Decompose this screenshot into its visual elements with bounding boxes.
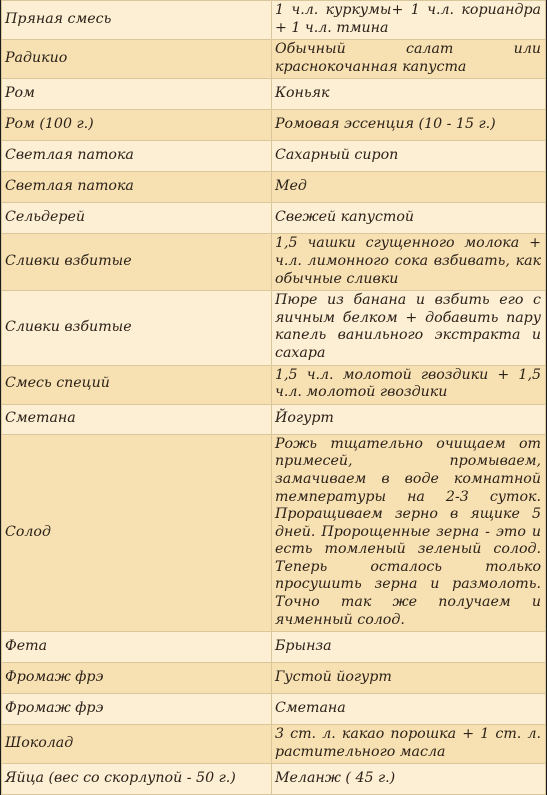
ingredient-cell: Фромаж фрэ [2, 663, 272, 694]
table-row [2, 110, 546, 141]
ingredient-cell: Пряная смесь [2, 1, 272, 40]
ingredient-cell: Сметана [2, 404, 272, 434]
substitute-cell: Сметана [272, 694, 546, 725]
table-row [2, 172, 546, 203]
substitution-table [1, 0, 546, 795]
ingredient-cell: Фромаж фрэ [2, 694, 272, 725]
substitute-cell: 3 ст. л. какао порошка + 1 ст. л. растительного масла [272, 725, 546, 764]
ingredient-cell: Шоколад [2, 725, 272, 764]
substitute-cell: Густой йогурт [272, 663, 546, 694]
table-row [2, 632, 546, 663]
substitute-cell: Мед [272, 172, 546, 203]
substitute-cell: Сахарный сироп [272, 141, 546, 172]
substitute-cell: Меланж ( 45 г.) [272, 764, 546, 795]
ingredient-cell: Яйца (вес со скорлупой - 50 г.) [2, 764, 272, 795]
substitute-cell: Ромовая эссенция (10 - 15 г.) [272, 110, 546, 141]
substitute-cell: Йогурт [272, 404, 546, 434]
table-row [2, 291, 546, 365]
table-row [2, 663, 546, 694]
ingredient-cell: Ром [2, 79, 272, 110]
table-row [2, 404, 546, 434]
ingredient-cell: Ром (100 г.) [2, 110, 272, 141]
table-row [2, 234, 546, 291]
substitute-cell: Брынза [272, 632, 546, 663]
substitution-table-body [2, 1, 546, 795]
table-row [2, 764, 546, 795]
ingredient-cell: Фета [2, 632, 272, 663]
ingredient-cell: Сельдерей [2, 203, 272, 234]
substitute-cell: Рожь тщательно очищаем от примесей, промываем, замачиваем в воде комнатной температуры на 2-3 суток. Проращиваем зерно в ящике 5 дней. Пророщенные зерна - это и есть томленый зеленый солод. Теперь осталось только просушить зерна и размолоть. Точно так же получаем и ячменный солод. [272, 434, 546, 632]
substitute-cell: 1,5 ч.л. молотой гвоздики + 1,5 ч.л. молотой гвоздики [272, 365, 546, 404]
table-row [2, 141, 546, 172]
table-row [2, 365, 546, 404]
ingredient-cell: Смесь специй [2, 365, 272, 404]
ingredient-cell: Светлая патока [2, 141, 272, 172]
substitute-cell: Обычный салат или краснокочанная капуста [272, 40, 546, 79]
ingredient-cell: Радикио [2, 40, 272, 79]
table-row [2, 694, 546, 725]
table-row [2, 40, 546, 79]
table-row [2, 203, 546, 234]
ingredient-cell: Светлая патока [2, 172, 272, 203]
substitute-cell: 1 ч.л. куркумы+ 1 ч.л. кориандра + 1 ч.л. тмина [272, 1, 546, 40]
ingredient-cell: Сливки взбитые [2, 291, 272, 365]
ingredient-cell: Сливки взбитые [2, 234, 272, 291]
table-row [2, 79, 546, 110]
substitute-cell: Свежей капустой [272, 203, 546, 234]
substitute-cell: Коньяк [272, 79, 546, 110]
ingredient-cell: Солод [2, 434, 272, 632]
table-row [2, 1, 546, 40]
substitute-cell: Пюре из банана и взбить его с яичным белком + добавить пару капель ванильного экстракта и сахара [272, 291, 546, 365]
table-row [2, 725, 546, 764]
substitute-cell: 1,5 чашки сгущенного молока + ч.л. лимонного сока взбивать, как обычные сливки [272, 234, 546, 291]
table-row [2, 434, 546, 632]
